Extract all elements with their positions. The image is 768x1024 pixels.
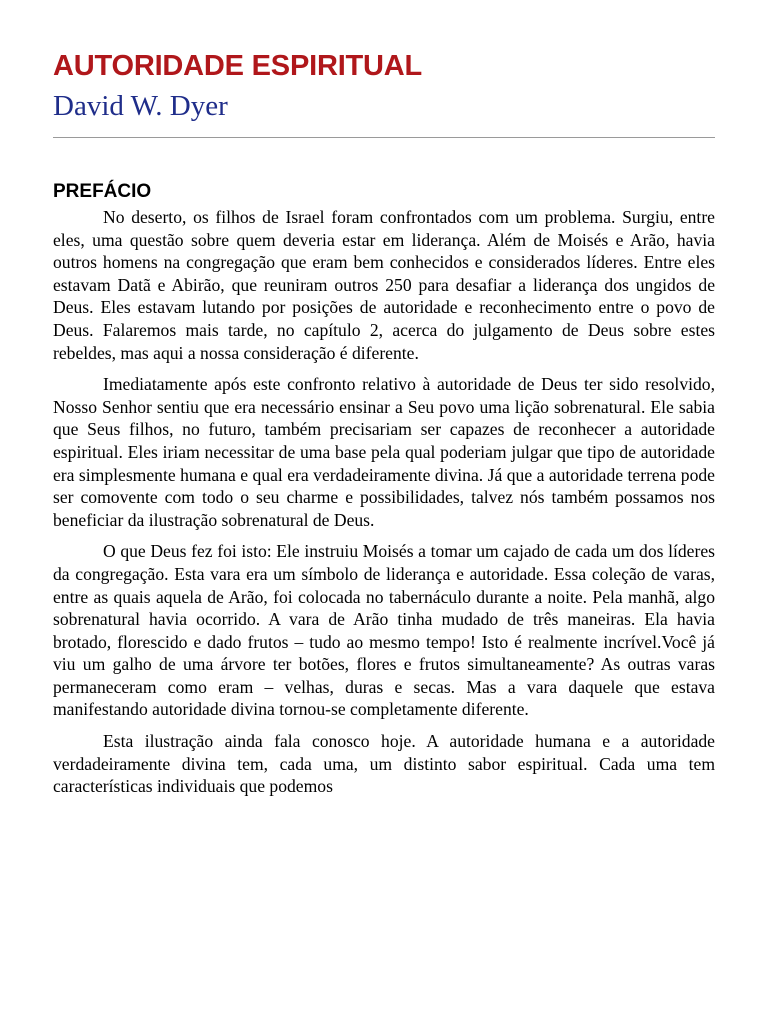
paragraph-4: Esta ilustração ainda fala conosco hoje. A autoridade humana e a autoridade verdadeiramente divina tem, cada uma, um distinto sabor espiritual. Cada uma tem características individuais que podemos (53, 731, 715, 797)
body-text (53, 206, 715, 798)
title-divider (53, 137, 715, 138)
paragraph-2: Imediatamente após este confronto relativo à autoridade de Deus ter sido resolvido, Nosso Senhor sentiu que era necessário ensinar a Seu povo uma lição sobrenatural. Ele sabia que Seus filhos, no futuro, também precisariam ser capazes de reconhecer a autoridade espiritual. Eles iriam necessitar de uma base pela qual poderiam julgar que tipo de autoridade era simplesmente humana e qual era verdadeiramente divina. Já que a autoridade terrena pode ser comovente com todo o seu charme e possibilidades, talvez nós também possamos nos beneficiar da ilustração sobrenatural de Deus. (53, 374, 715, 530)
document-author: David W. Dyer (53, 90, 228, 122)
document-title: AUTORIDADE ESPIRITUAL (53, 50, 423, 82)
paragraph-3: O que Deus fez foi isto: Ele instruiu Moisés a tomar um cajado de cada um dos líderes da congregação. Esta vara era um símbolo de liderança e autoridade. Essa coleção de varas, entre as quais aquela de Arão, foi colocada no tabernáculo durante a noite. Pela manhã, algo sobrenatural havia ocorrido. A vara de Arão tinha mudado de três maneiras. Ela havia brotado, florescido e dado frutos – tudo ao mesmo tempo! Isto é realmente incrível.Você já viu um galho de uma árvore ter botões, flores e frutos simultaneamente? As outras varas permaneceram como eram – velhas, duras e secas. Mas a vara daquele que estava manifestando autoridade divina tornou-se completamente diferente. (53, 541, 715, 720)
section-heading: PREFÁCIO (53, 181, 152, 202)
paragraph-1: No deserto, os filhos de Israel foram confrontados com um problema. Surgiu, entre eles, uma questão sobre quem deveria estar em liderança. Além de Moisés e Arão, havia outros homens na congregação que eram bem conhecidos e considerados líderes. Entre eles estavam Datã e Abirão, que reuniram outros 250 para desafiar a liderança dos ungidos de Deus. Eles estavam lutando por posições de autoridade e reconhecimento entre o povo de Deus. Falaremos mais tarde, no capítulo 2, acerca do julgamento de Deus sobre estes rebeldes, mas aqui a nossa consideração é diferente. (53, 207, 715, 363)
document-page (53, 48, 715, 798)
